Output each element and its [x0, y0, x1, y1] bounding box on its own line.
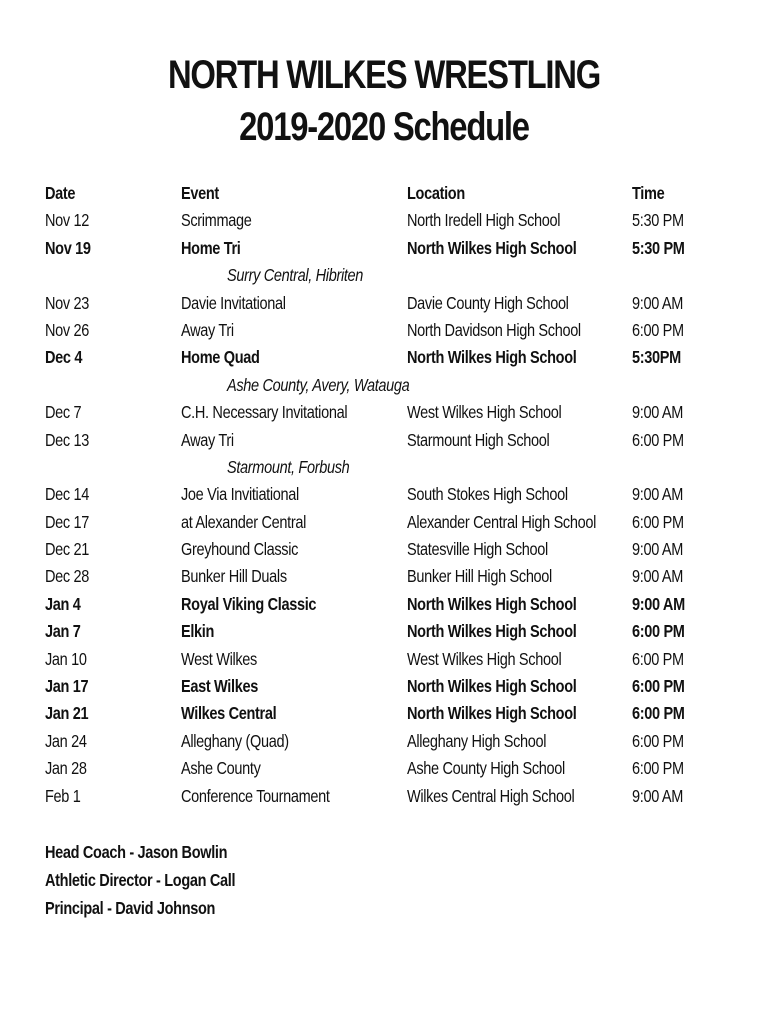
cell-event: Conference Tournament — [181, 785, 330, 806]
table-row — [45, 399, 745, 426]
table-row — [45, 290, 745, 317]
table-row-home — [45, 344, 745, 371]
table-row-home — [45, 618, 745, 645]
cell-date: Jan 21 — [45, 703, 89, 724]
cell-event: Wilkes Central — [181, 703, 277, 724]
column-header-event: Event — [181, 183, 219, 203]
credit-line: Head Coach - Jason Bowlin — [45, 842, 228, 862]
cell-date: Dec 21 — [45, 539, 90, 560]
cell-time: 6:00 PM — [632, 511, 684, 532]
cell-location: South Stokes High School — [407, 484, 568, 505]
page-subtitle: 2019-2020 Schedule — [239, 105, 529, 149]
cell-location: North Wilkes High School — [407, 347, 577, 368]
page-title: NORTH WILKES WRESTLING — [167, 53, 601, 97]
cell-date: Dec 4 — [45, 347, 83, 368]
cell-date: Jan 28 — [45, 758, 87, 779]
column-header-date: Date — [45, 183, 76, 203]
column-header-location: Location — [407, 183, 465, 203]
opponents-note: Ashe County, Avery, Watauga — [227, 374, 410, 395]
cell-event: Joe Via Invitiational — [181, 484, 299, 505]
cell-date: Jan 10 — [45, 648, 87, 669]
table-row — [45, 728, 745, 755]
table-row — [45, 207, 745, 234]
cell-location: Statesville High School — [407, 539, 548, 560]
opponents-note-row — [45, 372, 745, 399]
table-row — [45, 427, 745, 454]
table-row — [45, 317, 745, 344]
table-header-row — [45, 180, 745, 207]
cell-time: 6:00 PM — [632, 730, 684, 751]
cell-event: Elkin — [181, 621, 215, 642]
table-row — [45, 563, 745, 590]
table-row — [45, 481, 745, 508]
cell-date: Dec 17 — [45, 511, 90, 532]
cell-location: Wilkes Central High School — [407, 785, 575, 806]
cell-time: 9:00 AM — [632, 566, 683, 587]
credit-line: Principal - David Johnson — [45, 898, 216, 918]
cell-date: Dec 13 — [45, 429, 90, 450]
cell-date: Jan 17 — [45, 676, 89, 697]
cell-event: at Alexander Central — [181, 511, 306, 532]
cell-time: 9:00 AM — [632, 785, 683, 806]
table-row-home — [45, 235, 745, 262]
cell-event: Alleghany (Quad) — [181, 730, 289, 751]
schedule-rows — [45, 207, 745, 810]
cell-location: Alleghany High School — [407, 730, 547, 751]
cell-time: 6:00 PM — [632, 676, 685, 697]
cell-time: 9:00 AM — [632, 593, 685, 614]
table-row — [45, 509, 745, 536]
cell-location: North Wilkes High School — [407, 237, 577, 258]
opponents-note-row — [45, 454, 745, 481]
cell-location: West Wilkes High School — [407, 648, 562, 669]
opponents-note: Starmount, Forbush — [227, 456, 350, 477]
cell-date: Dec 14 — [45, 484, 90, 505]
cell-time: 9:00 AM — [632, 539, 683, 560]
cell-time: 9:00 AM — [632, 292, 683, 313]
cell-location: North Wilkes High School — [407, 593, 577, 614]
cell-date: Nov 12 — [45, 210, 90, 231]
cell-location: Davie County High School — [407, 292, 569, 313]
table-row-home — [45, 673, 745, 700]
opponents-note: Surry Central, Hibriten — [227, 265, 364, 286]
cell-date: Nov 26 — [45, 319, 90, 340]
cell-date: Dec 7 — [45, 402, 82, 423]
cell-event: West Wilkes — [181, 648, 257, 669]
cell-event: Away Tri — [181, 319, 234, 340]
cell-date: Nov 23 — [45, 292, 90, 313]
credit-line: Athletic Director - Logan Call — [45, 870, 236, 890]
staff-credits — [45, 838, 274, 922]
cell-location: Alexander Central High School — [407, 511, 596, 532]
cell-time: 5:30 PM — [632, 210, 684, 231]
cell-time: 6:00 PM — [632, 429, 684, 450]
cell-time: 9:00 AM — [632, 402, 683, 423]
cell-location: North Iredell High School — [407, 210, 561, 231]
table-row — [45, 783, 745, 810]
cell-event: Greyhound Classic — [181, 539, 299, 560]
cell-event: Scrimmage — [181, 210, 252, 231]
cell-location: North Wilkes High School — [407, 703, 577, 724]
cell-date: Jan 7 — [45, 621, 81, 642]
cell-location: North Wilkes High School — [407, 676, 577, 697]
table-row-home — [45, 591, 745, 618]
cell-location: Ashe County High School — [407, 758, 565, 779]
schedule-table — [45, 180, 745, 810]
cell-date: Jan 4 — [45, 593, 81, 614]
cell-event: Home Quad — [181, 347, 260, 368]
table-row-home — [45, 700, 745, 727]
cell-time: 5:30PM — [632, 347, 681, 368]
cell-event: C.H. Necessary Invitational — [181, 402, 348, 423]
cell-location: North Davidson High School — [407, 319, 581, 340]
cell-time: 6:00 PM — [632, 703, 685, 724]
cell-event: Davie Invitational — [181, 292, 286, 313]
cell-event: Royal Viking Classic — [181, 593, 317, 614]
column-header-time: Time — [632, 183, 665, 203]
cell-event: Bunker Hill Duals — [181, 566, 287, 587]
cell-date: Feb 1 — [45, 785, 81, 806]
table-row — [45, 646, 745, 673]
cell-time: 6:00 PM — [632, 621, 685, 642]
cell-event: Home Tri — [181, 237, 241, 258]
cell-event: East Wilkes — [181, 676, 258, 697]
cell-location: West Wilkes High School — [407, 402, 562, 423]
cell-date: Dec 28 — [45, 566, 90, 587]
cell-date: Jan 24 — [45, 730, 87, 751]
cell-time: 6:00 PM — [632, 758, 684, 779]
table-row — [45, 536, 745, 563]
cell-location: Bunker Hill High School — [407, 566, 552, 587]
table-row — [45, 755, 745, 782]
cell-location: North Wilkes High School — [407, 621, 577, 642]
cell-time: 5:30 PM — [632, 237, 685, 258]
cell-time: 6:00 PM — [632, 319, 684, 340]
cell-date: Nov 19 — [45, 237, 91, 258]
cell-time: 6:00 PM — [632, 648, 684, 669]
cell-location: Starmount High School — [407, 429, 550, 450]
opponents-note-row — [45, 262, 745, 289]
cell-event: Away Tri — [181, 429, 234, 450]
cell-time: 9:00 AM — [632, 484, 683, 505]
cell-event: Ashe County — [181, 758, 261, 779]
